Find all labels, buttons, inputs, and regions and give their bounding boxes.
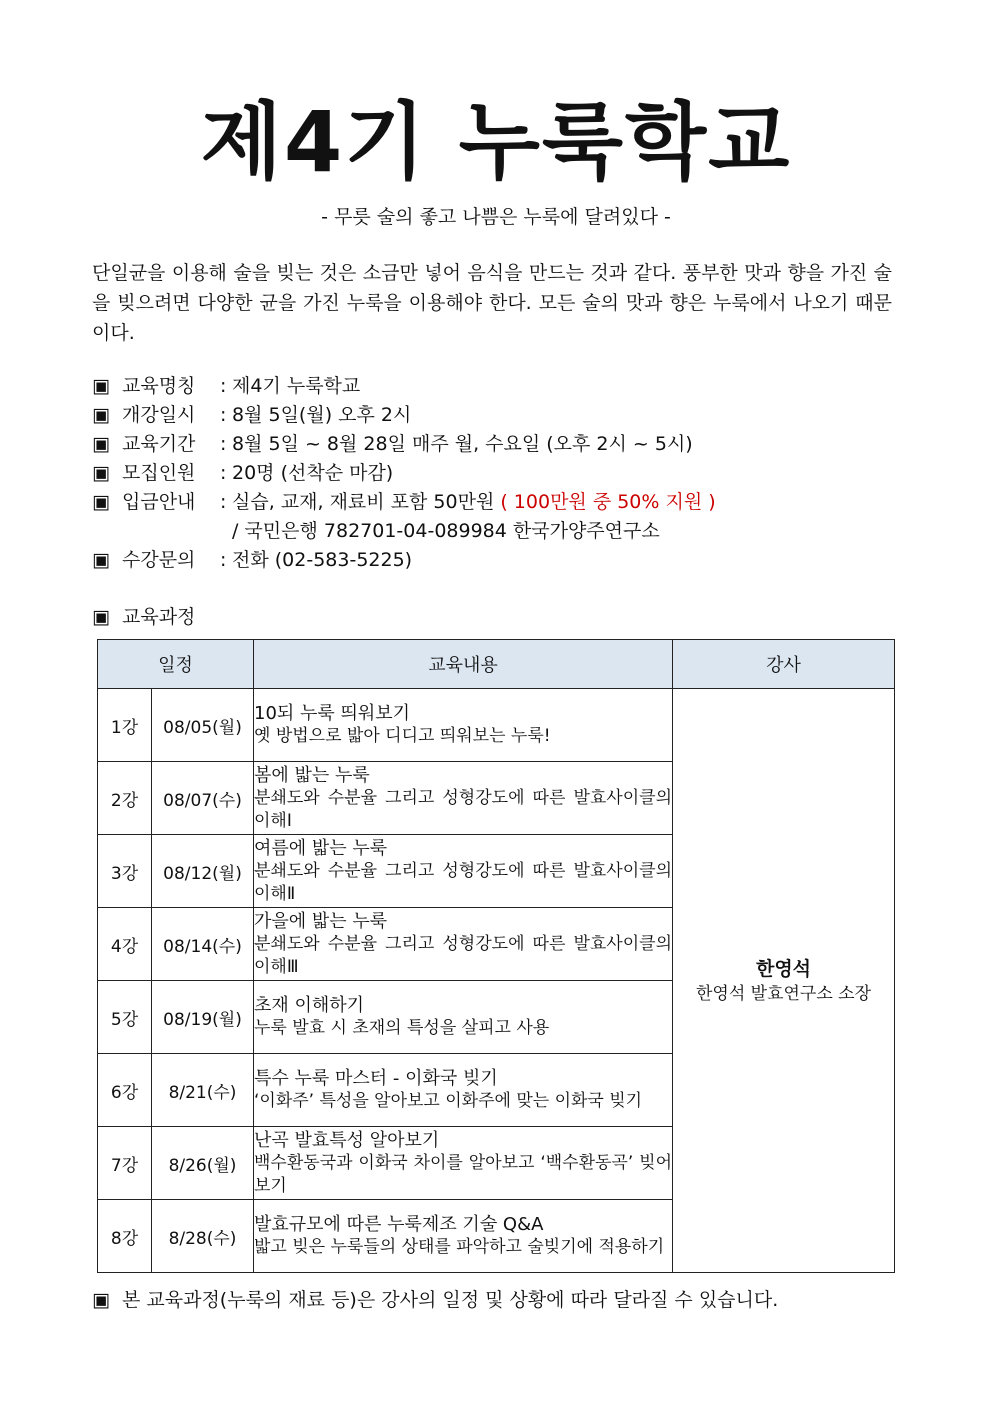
- info-colon: :: [220, 433, 227, 455]
- curriculum-heading-label: 교육과정: [122, 606, 196, 628]
- session-content: [254, 981, 673, 1054]
- info-row-inquiry: [92, 546, 716, 575]
- info-colon: :: [220, 549, 227, 571]
- info-label: 교육명칭: [122, 375, 196, 397]
- header-content: 교육내용: [254, 640, 673, 689]
- square-bullet-icon: ▣: [92, 375, 110, 397]
- session-description: 누룩 발효 시 초재의 특성을 살피고 사용: [254, 1018, 550, 1038]
- session-content: [254, 689, 673, 762]
- session-title: 초재 이해하기: [254, 995, 365, 1016]
- bank-account-text: / 국민은행 782701-04-089984 한국가양주연구소: [232, 520, 660, 542]
- session-date: 08/19(월): [152, 981, 254, 1054]
- session-date: 8/21(수): [152, 1054, 254, 1127]
- session-content: [254, 1127, 673, 1200]
- square-bullet-icon: ▣: [92, 462, 110, 484]
- info-row-bank-account: [92, 517, 716, 546]
- info-value: 제4기 누룩학교: [232, 375, 361, 397]
- session-title: 10되 누룩 띄워보기: [254, 703, 411, 724]
- session-title: 발효규모에 따른 누룩제조 기술 Q&A: [254, 1214, 544, 1235]
- instructor-cell: [673, 689, 895, 1273]
- page-subtitle: - 무릇 술의 좋고 나쁨은 누룩에 달려있다 -: [321, 206, 671, 228]
- table-header-row: [98, 640, 895, 689]
- info-label: 수강문의: [122, 549, 196, 571]
- info-row-period: [92, 430, 716, 459]
- subsidy-highlight: ( 100만원 중 50% 지원 ): [500, 491, 716, 513]
- session-title: 봄에 밟는 누룩: [254, 764, 370, 786]
- session-number: 7강: [98, 1127, 152, 1200]
- session-number: 4강: [98, 908, 152, 981]
- instructor-name: 한영석: [755, 957, 812, 980]
- info-value: 8월 5일 ~ 8월 28일 매주 월, 수요일 (오후 2시 ~ 5시): [232, 433, 693, 455]
- info-label: 모집인원: [122, 462, 196, 484]
- square-bullet-icon: ▣: [92, 491, 110, 513]
- session-date: 08/07(수): [152, 762, 254, 835]
- info-value: 20명 (선착순 마감): [232, 462, 394, 484]
- info-colon: :: [220, 491, 227, 513]
- info-label: 개강일시: [122, 404, 196, 426]
- session-number: 6강: [98, 1054, 152, 1127]
- session-number: 1강: [98, 689, 152, 762]
- session-number: 5강: [98, 981, 152, 1054]
- curriculum-table: [97, 639, 895, 1273]
- session-content: [254, 1200, 673, 1273]
- info-row-program-name: [92, 372, 716, 401]
- session-date: 8/28(수): [152, 1200, 254, 1273]
- info-colon: :: [220, 462, 227, 484]
- session-description: 백수환동국과 이화국 차이를 알아보고 ‘백수환동곡’ 빚어보기: [254, 1152, 672, 1196]
- table-row: [98, 689, 895, 762]
- header-instructor: 강사: [673, 640, 895, 689]
- session-title: 가을에 밟는 누룩: [254, 910, 388, 932]
- square-bullet-icon: ▣: [92, 404, 110, 426]
- session-description: 분쇄도와 수분율 그리고 성형강도에 따른 발효사이클의 이해Ⅲ: [254, 933, 672, 977]
- info-label: 교육기간: [122, 433, 196, 455]
- page-title: 제4기 누룩학교: [200, 93, 792, 191]
- info-row-payment: [92, 488, 716, 517]
- footnote: [92, 1286, 778, 1315]
- session-title: 난곡 발효특성 알아보기: [254, 1129, 440, 1151]
- info-value: 실습, 교재, 재료비 포함 50만원: [232, 491, 495, 513]
- session-title: 여름에 밟는 누룩: [254, 837, 388, 859]
- instructor-title: 한영석 발효연구소 소장: [695, 983, 872, 1004]
- session-content: [254, 908, 673, 981]
- session-description: 분쇄도와 수분율 그리고 성형강도에 따른 발효사이클의 이해Ⅰ: [254, 787, 672, 831]
- session-description: 옛 방법으로 밟아 디디고 띄워보는 누룩!: [254, 726, 551, 746]
- info-list: [92, 372, 716, 575]
- session-title: 특수 누룩 마스터 - 이화국 빚기: [254, 1068, 498, 1089]
- session-description: ‘이화주’ 특성을 알아보고 이화주에 맞는 이화국 빚기: [254, 1091, 643, 1111]
- info-row-capacity: [92, 459, 716, 488]
- session-number: 2강: [98, 762, 152, 835]
- info-label: 입금안내: [122, 491, 196, 513]
- intro-paragraph: 단일균을 이용해 술을 빚는 것은 소금만 넣어 음식을 만드는 것과 같다. 풍부한 맛과 향을 가진 술을 빚으려면 다양한 균을 가진 누룩을 이용해야 한다. 모든 술의 맛과 향은 누룩에서 나오기 때문이다.: [92, 262, 892, 344]
- session-content: [254, 1054, 673, 1127]
- session-date: 08/14(수): [152, 908, 254, 981]
- session-description: 밟고 빚은 누룩들의 상태를 파악하고 술빚기에 적용하기: [254, 1237, 665, 1257]
- session-number: 3강: [98, 835, 152, 908]
- info-colon: :: [220, 375, 227, 397]
- square-bullet-icon: ▣: [92, 1289, 110, 1311]
- header-schedule: 일정: [98, 640, 254, 689]
- session-description: 분쇄도와 수분율 그리고 성형강도에 따른 발효사이클의 이해Ⅱ: [254, 860, 672, 904]
- square-bullet-icon: ▣: [92, 606, 110, 628]
- session-date: 8/26(월): [152, 1127, 254, 1200]
- session-date: 08/05(월): [152, 689, 254, 762]
- session-content: [254, 835, 673, 908]
- square-bullet-icon: ▣: [92, 433, 110, 455]
- curriculum-heading: [92, 603, 195, 632]
- square-bullet-icon: ▣: [92, 549, 110, 571]
- info-value: 8월 5일(월) 오후 2시: [232, 404, 412, 426]
- info-row-start-date: [92, 401, 716, 430]
- session-content: [254, 762, 673, 835]
- info-colon: :: [220, 404, 227, 426]
- session-number: 8강: [98, 1200, 152, 1273]
- footnote-text: 본 교육과정(누룩의 재료 등)은 강사의 일정 및 상황에 따라 달라질 수 있습니다.: [122, 1289, 779, 1311]
- info-value: 전화 (02-583-5225): [232, 549, 413, 571]
- session-date: 08/12(월): [152, 835, 254, 908]
